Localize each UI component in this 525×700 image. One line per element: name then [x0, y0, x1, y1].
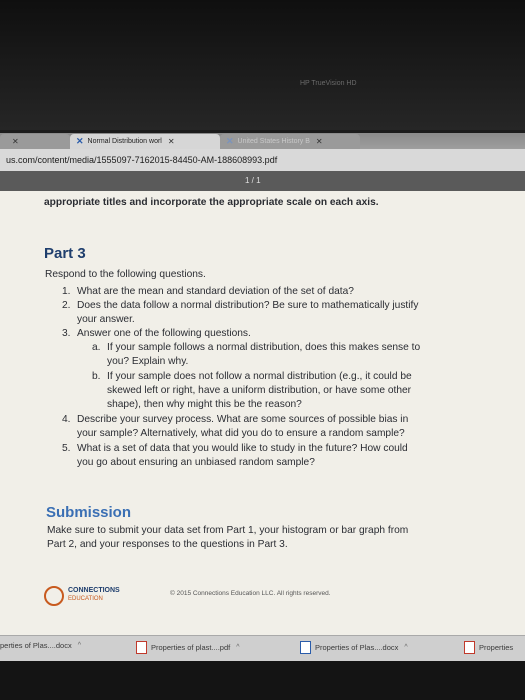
logo-text: CONNECTIONS: [68, 587, 120, 594]
question-text: Does the data follow a normal distribution? Be sure to mathematically justify: [77, 300, 419, 311]
part-3-heading: Part 3: [44, 245, 86, 262]
background-surface: [0, 661, 525, 700]
question-text: What are the mean and standard deviation of the set of data?: [77, 286, 354, 297]
question-3: [62, 328, 251, 341]
question-1: [62, 286, 354, 299]
chevron-up-icon[interactable]: ^: [404, 644, 408, 651]
browser-tab[interactable]: [220, 134, 360, 149]
download-shelf: [0, 635, 525, 661]
question-text: Answer one of the following questions.: [77, 328, 251, 339]
question-text: If your sample follows a normal distribution, does this makes sense to: [107, 342, 421, 353]
download-item[interactable]: [464, 641, 513, 654]
list-letter: a.: [92, 342, 101, 353]
logo-swoosh-icon: [44, 586, 64, 606]
download-item[interactable]: [136, 641, 240, 654]
list-number: 1.: [62, 286, 71, 297]
question-2: [62, 300, 418, 313]
question-text: If your sample does not follow a normal distribution (e.g., it could be: [107, 371, 412, 382]
url-text: us.com/content/media/1555097-7162015-84450-AM-188608993.pdf: [6, 155, 278, 165]
list-number: 2.: [62, 300, 71, 311]
logo-text: EDUCATION: [68, 596, 103, 602]
question-2-cont: your answer.: [77, 314, 135, 325]
download-label: Properties of Plas....docx: [315, 643, 399, 652]
tab-label: United States History B: [237, 138, 310, 145]
axis-instruction-text: appropriate titles and incorporate the appropriate scale on each axis.: [44, 197, 379, 208]
download-label: perties of Plas....docx: [0, 641, 72, 650]
close-icon[interactable]: ✕: [315, 137, 323, 146]
question-3a: [92, 342, 420, 355]
close-icon[interactable]: ✕: [12, 137, 19, 146]
chevron-up-icon[interactable]: ^: [236, 644, 240, 651]
submission-heading: Submission: [46, 504, 132, 521]
question-3a-cont: you? Explain why.: [107, 356, 189, 367]
question-4-cont: your sample? Alternatively, what did you do to ensure a random sample?: [77, 428, 405, 439]
page-indicator: 1 / 1: [245, 176, 261, 185]
list-number: 4.: [62, 414, 71, 425]
download-item[interactable]: [0, 641, 81, 650]
question-5-cont: you go about ensuring an unbiased random sample?: [77, 457, 315, 468]
connexus-logo-icon: ✕: [226, 136, 234, 146]
connections-education-logo: [44, 584, 164, 608]
download-label: Properties of plast....pdf: [151, 643, 231, 652]
question-3b: [92, 371, 412, 384]
pdf-toolbar: [0, 171, 525, 191]
question-4: [62, 414, 408, 427]
address-bar[interactable]: [0, 149, 525, 171]
question-3b-cont: skewed left or right, have a uniform distribution, or have some other: [107, 385, 412, 396]
chevron-up-icon[interactable]: ^: [77, 642, 81, 649]
browser-tab-strip: [0, 133, 525, 149]
question-3b-cont: shape), then why might this be the reason?: [107, 399, 302, 410]
monitor-bezel: [0, 0, 525, 130]
pdf-page: [0, 191, 525, 635]
pdf-file-icon: [464, 641, 475, 654]
close-icon[interactable]: ✕: [167, 137, 175, 146]
webcam-label: HP TrueVision HD: [300, 80, 357, 87]
list-letter: b.: [92, 371, 101, 382]
browser-tab[interactable]: [0, 134, 70, 149]
browser-tab-active[interactable]: [70, 134, 220, 149]
submission-text: Part 2, and your responses to the questions in Part 3.: [47, 539, 288, 550]
download-label: Properties: [479, 643, 514, 652]
question-text: What is a set of data that you would like to study in the future? How could: [77, 443, 408, 454]
word-file-icon: [300, 641, 311, 654]
question-5: [62, 443, 408, 456]
pdf-file-icon: [136, 641, 147, 654]
list-number: 5.: [62, 443, 71, 454]
connexus-logo-icon: ✕: [76, 136, 84, 146]
question-text: Describe your survey process. What are some sources of possible bias in: [77, 414, 409, 425]
list-number: 3.: [62, 328, 71, 339]
copyright-text: © 2015 Connections Education LLC. All rights reserved.: [170, 590, 331, 597]
submission-text: Make sure to submit your data set from Part 1, your histogram or bar graph from: [47, 525, 409, 536]
tab-label: Normal Distribution worl: [87, 138, 162, 145]
download-item[interactable]: [300, 641, 408, 654]
part-3-intro: Respond to the following questions.: [45, 269, 206, 280]
